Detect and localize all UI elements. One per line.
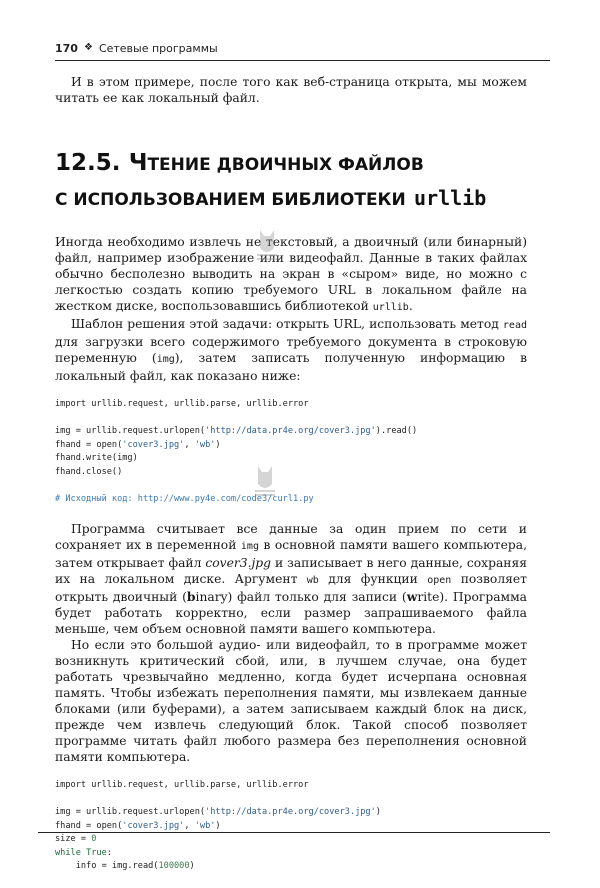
footer-rule	[38, 832, 550, 833]
header-separator: ❖	[83, 42, 93, 53]
paragraph-4: Но если это большой аудио- или видеофайл, то в программе может возникнуть критический сбой, или, в лучшем случае, она будет работать чрезвычайно медленно, когда будет исчерпана основная память. Чтобы избежать переполнения памяти, мы извлекаем данные блоками (или буферами), а затем записываем каждый блок на диск, прежде чем извлечь следующий блок. Такой способ позволяет программе читать файл любого размера без переполнения основной памяти компьютера.	[55, 637, 527, 764]
watermark-icon	[250, 462, 280, 500]
inline-code: urllib	[372, 302, 409, 313]
watermark-icon	[252, 226, 282, 264]
chapter-title: Сетевые программы	[98, 42, 218, 55]
paragraph-2: Шаблон решения этой задачи: открыть URL, использовать метод read для загрузки всего содержимого требуемого документа в строковую переменную (img), затем записать полученную информацию в локальный файл, как показано ниже:	[55, 317, 527, 383]
inline-code: read	[502, 320, 527, 331]
section-number: 12.5.	[55, 150, 121, 176]
page-content	[55, 74, 527, 888]
code-block-2: import urllib.request, urllib.parse, urllib.error img = urllib.request.urlopen('http://data.pr4e.org/cover3.jpg') fhand = open('cover3.jpg', 'wb') size = 0 while True: info = img.read(100000)	[55, 779, 381, 872]
inline-code: img	[156, 354, 175, 365]
section-title-line2: С ИСПОЛЬЗОВАНИЕМ БИБЛИОТЕКИ	[55, 190, 406, 210]
intro-paragraph: И в этом примере, после того как веб-страница открыта, мы можем читать ее как локальный файл.	[55, 75, 527, 105]
paragraph-1: Иногда необходимо извлечь не текстовый, а двоичный (или бинарный) файл, например изображение или видеофайл. Данные в таких файлах обычно бесполезно выводить на экран в «сыром» виде, но можно с легкостью создать копию требуемого URL в локальном файле на жестком диске, воспользовавшись библиотекой urllib.	[55, 235, 527, 313]
code-block-1: import urllib.request, urllib.parse, urllib.error img = urllib.request.urlopen('http://data.pr4e.org/cover3.jpg').read() fhand = open('cover3.jpg', 'wb') fhand.write(img) fhand.close() # Исходный код: http://www.py4e.com/code3/curl1.py	[55, 399, 418, 505]
section-title-code: urllib	[414, 186, 487, 210]
paragraph-3: Программа считывает все данные за один прием по сети и сохраняет их в переменной img в основной памяти вашего компьютера, затем открывает файл cover3.jpg и записывает в него данные, сохраняя их на локальном диске. Аргумент wb для функции open позволяет открыть двоичный (binary) файл только для записи (write). Программа будет работать корректно, если размер запрашиваемого файла меньше, чем объем основной памяти вашего компьютера.	[55, 521, 528, 636]
section-title-initial: Ч	[128, 150, 148, 176]
section-title-line1: ТЕНИЕ ДВОИЧНЫХ ФАЙЛОВ	[147, 155, 424, 175]
page-number: 170	[55, 42, 78, 55]
section-heading	[55, 146, 527, 216]
running-header	[55, 42, 550, 61]
source-comment: # Исходный код: http://www.py4e.com/code3/curl1.py	[55, 494, 314, 505]
